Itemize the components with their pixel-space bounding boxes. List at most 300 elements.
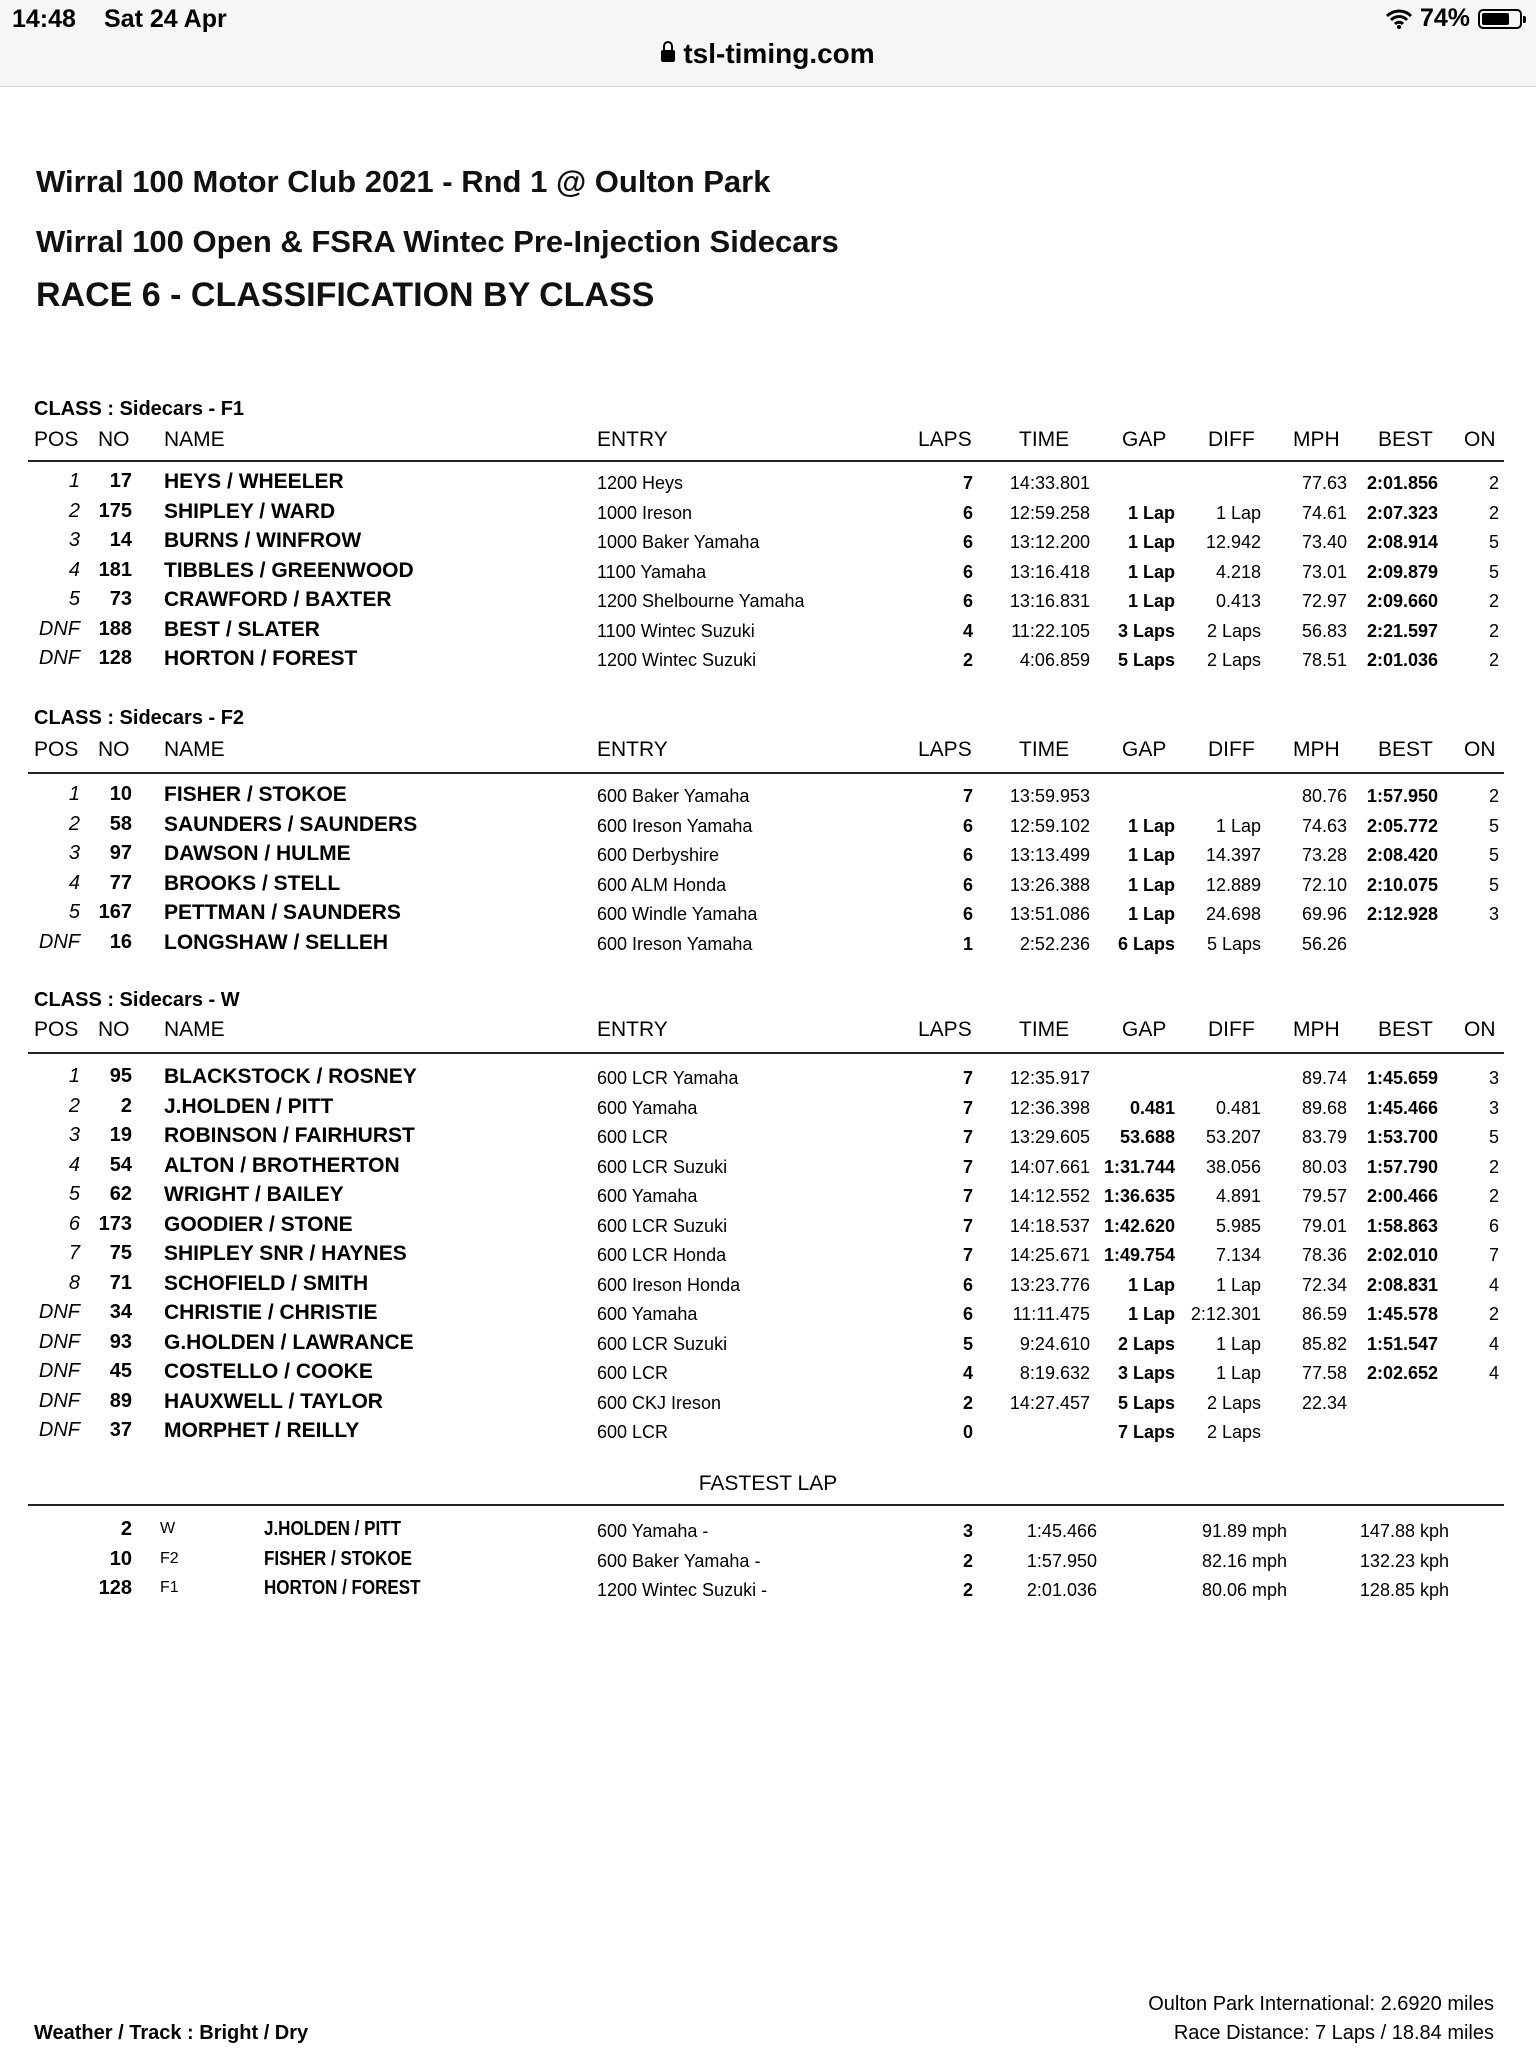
cell-pos: DNF: [38, 618, 80, 640]
fastest-lap-mph: 80.06 mph: [1201, 1580, 1287, 1600]
cell-pos: 5: [68, 1183, 80, 1205]
cell-laps: 7: [962, 1186, 973, 1206]
cell-entry: 600 Ireson Yamaha: [597, 934, 753, 954]
cell-name: SHIPLEY SNR / HAYNES: [164, 1242, 407, 1265]
fastest-lap-time: 1:45.466: [1026, 1521, 1097, 1541]
cell-mph: 73.40: [1301, 532, 1347, 552]
column-header-on: ON: [1464, 428, 1496, 451]
cell-no: 175: [98, 500, 132, 522]
cell-diff: 0.481: [1215, 1098, 1261, 1118]
cell-time: 14:12.552: [1009, 1186, 1090, 1206]
table-row: [0, 842, 1536, 872]
cell-laps: 6: [962, 1304, 973, 1324]
cell-gap: 5 Laps: [1117, 650, 1175, 670]
cell-best: 2:08.831: [1366, 1275, 1438, 1295]
fastest-lap-name: J.HOLDEN / PITT: [264, 1518, 401, 1540]
cell-mph: 79.01: [1301, 1216, 1347, 1236]
cell-diff: 5 Laps: [1206, 934, 1261, 954]
cell-gap: 1 Lap: [1127, 875, 1175, 895]
cell-on: 5: [1488, 1127, 1499, 1147]
cell-name: BURNS / WINFROW: [164, 529, 362, 552]
cell-best: 1:57.790: [1366, 1157, 1438, 1177]
table-row: [0, 1272, 1536, 1302]
column-header-pos: POS: [34, 1018, 79, 1041]
cell-entry: 600 Ireson Yamaha: [597, 816, 753, 836]
cell-name: SHIPLEY / WARD: [164, 500, 336, 523]
table-row: [0, 813, 1536, 843]
cell-best: 2:02.652: [1366, 1363, 1438, 1383]
circuit-length: Oulton Park International: 2.6920 miles: [1148, 1993, 1494, 2015]
cell-pos: DNF: [38, 1390, 80, 1412]
cell-gap: 53.688: [1119, 1127, 1175, 1147]
cell-diff: 1 Lap: [1215, 816, 1261, 836]
cell-pos: 5: [68, 588, 80, 610]
cell-no: 62: [109, 1183, 132, 1205]
cell-pos: DNF: [38, 1331, 80, 1353]
cell-best: 2:09.660: [1366, 591, 1438, 611]
table-row: [0, 529, 1536, 559]
cell-pos: DNF: [38, 1360, 80, 1382]
cell-time: 13:16.831: [1009, 591, 1090, 611]
cell-no: 14: [109, 529, 132, 551]
cell-pos: 7: [68, 1242, 80, 1264]
column-header-laps: LAPS: [918, 428, 972, 451]
column-header-gap: GAP: [1122, 738, 1167, 761]
table-row: [0, 872, 1536, 902]
cell-best: 2:07.323: [1366, 503, 1438, 523]
fastest-lap-no: 2: [120, 1518, 132, 1540]
cell-no: 10: [109, 783, 132, 805]
cell-best: 2:21.597: [1366, 621, 1438, 641]
cell-on: 3: [1488, 904, 1499, 924]
cell-laps: 6: [962, 562, 973, 582]
cell-best: 1:51.547: [1366, 1334, 1438, 1354]
cell-gap: 1 Lap: [1127, 1275, 1175, 1295]
fastest-lap-lap: 3: [962, 1521, 973, 1541]
cell-entry: 600 Baker Yamaha: [597, 786, 750, 806]
cell-pos: 1: [68, 783, 80, 805]
cell-no: 37: [109, 1419, 132, 1441]
cell-name: ROBINSON / FAIRHURST: [164, 1124, 415, 1147]
cell-no: 95: [109, 1065, 132, 1087]
cell-diff: 7.134: [1215, 1245, 1261, 1265]
url-text: tsl-timing.com: [683, 38, 875, 69]
cell-mph: 73.28: [1301, 845, 1347, 865]
column-header-mph: MPH: [1293, 428, 1340, 451]
cell-time: 13:59.953: [1009, 786, 1090, 806]
cell-diff: 4.218: [1215, 562, 1261, 582]
cell-time: 13:12.200: [1009, 532, 1090, 552]
battery-icon: [1478, 9, 1522, 29]
cell-no: 173: [98, 1213, 132, 1235]
column-header-entry: ENTRY: [597, 1018, 668, 1041]
cell-entry: 1200 Heys: [597, 473, 684, 493]
table-row: [0, 618, 1536, 648]
lock-icon: [661, 50, 675, 62]
fastest-lap-kph: 147.88 kph: [1359, 1521, 1449, 1541]
cell-no: 73: [109, 588, 132, 610]
cell-time: 13:29.605: [1009, 1127, 1090, 1147]
column-header-laps: LAPS: [918, 1018, 972, 1041]
cell-entry: 600 LCR Suzuki: [597, 1216, 728, 1236]
cell-on: 2: [1488, 1157, 1499, 1177]
status-right: [1386, 4, 1522, 33]
fastest-lap-mph: 82.16 mph: [1201, 1551, 1287, 1571]
table-row: [0, 470, 1536, 500]
cell-diff: 1 Lap: [1215, 1334, 1261, 1354]
table-row: [0, 1419, 1536, 1449]
cell-diff: 2 Laps: [1206, 1393, 1261, 1413]
cell-time: 11:11.475: [1012, 1304, 1090, 1324]
cell-entry: 1000 Ireson: [597, 503, 693, 523]
cell-best: 1:58.863: [1366, 1216, 1438, 1236]
cell-name: SAUNDERS / SAUNDERS: [164, 813, 418, 836]
fastest-lap-entry: 600 Yamaha -: [597, 1521, 709, 1541]
cell-mph: 74.63: [1301, 816, 1347, 836]
cell-best: 2:08.420: [1366, 845, 1438, 865]
cell-no: 75: [109, 1242, 132, 1264]
cell-on: 2: [1488, 473, 1499, 493]
cell-on: 4: [1488, 1334, 1499, 1354]
cell-diff: 24.698: [1205, 904, 1261, 924]
cell-laps: 6: [962, 591, 973, 611]
cell-pos: 2: [68, 500, 80, 522]
cell-diff: 38.056: [1205, 1157, 1261, 1177]
cell-name: J.HOLDEN / PITT: [164, 1095, 334, 1118]
cell-laps: 7: [962, 1098, 973, 1118]
cell-best: 1:45.659: [1366, 1068, 1438, 1088]
cell-time: 9:24.610: [1019, 1334, 1090, 1354]
cell-on: 7: [1488, 1245, 1499, 1265]
cell-on: 2: [1488, 621, 1499, 641]
cell-best: 2:02.010: [1366, 1245, 1438, 1265]
cell-best: 1:45.578: [1366, 1304, 1438, 1324]
cell-gap: 1 Lap: [1127, 503, 1175, 523]
cell-no: 54: [109, 1154, 132, 1176]
table-row: [0, 931, 1536, 961]
table-row: [0, 1242, 1536, 1272]
cell-pos: 5: [68, 901, 80, 923]
cell-mph: 77.58: [1301, 1363, 1347, 1383]
cell-entry: 600 LCR: [597, 1363, 669, 1383]
cell-best: 1:57.950: [1366, 786, 1438, 806]
cell-on: 2: [1488, 503, 1499, 523]
cell-diff: 5.985: [1215, 1216, 1261, 1236]
fastest-lap-kph: 128.85 kph: [1359, 1580, 1449, 1600]
cell-best: 2:00.466: [1366, 1186, 1438, 1206]
cell-mph: 69.96: [1301, 904, 1347, 924]
cell-name: SCHOFIELD / SMITH: [164, 1272, 369, 1295]
cell-laps: 7: [962, 1245, 973, 1265]
cell-pos: 3: [68, 842, 80, 864]
column-header-best: BEST: [1378, 1018, 1433, 1041]
table-row: [0, 1095, 1536, 1125]
column-header-name: NAME: [164, 1018, 225, 1041]
column-header-pos: POS: [34, 428, 79, 451]
cell-on: 5: [1488, 816, 1499, 836]
cell-gap: 7 Laps: [1117, 1422, 1175, 1442]
cell-time: 4:06.859: [1019, 650, 1090, 670]
cell-diff: 1 Lap: [1215, 1363, 1261, 1383]
table-row: [0, 1390, 1536, 1420]
cell-gap: 3 Laps: [1117, 1363, 1175, 1383]
cell-best: 2:01.856: [1366, 473, 1438, 493]
cell-mph: 56.26: [1301, 934, 1347, 954]
table-header: [0, 738, 1536, 768]
event-title: Wirral 100 Motor Club 2021 - Rnd 1 @ Oulton Park: [36, 164, 771, 199]
cell-entry: 1100 Wintec Suzuki: [597, 621, 755, 641]
cell-pos: 4: [68, 1154, 80, 1176]
cell-gap: 1 Lap: [1127, 845, 1175, 865]
cell-laps: 7: [962, 1157, 973, 1177]
battery-percent: 74%: [1419, 4, 1470, 32]
cell-diff: 4.891: [1215, 1186, 1261, 1206]
cell-diff: 14.397: [1205, 845, 1261, 865]
cell-on: 4: [1488, 1363, 1499, 1383]
table-row: [0, 1213, 1536, 1243]
cell-on: 5: [1488, 562, 1499, 582]
fastest-lap-row: [0, 1548, 1536, 1578]
cell-diff: 2 Laps: [1206, 650, 1261, 670]
cell-mph: 80.76: [1301, 786, 1347, 806]
cell-best: 2:10.075: [1366, 875, 1438, 895]
cell-entry: 600 Derbyshire: [597, 845, 720, 865]
cell-on: 2: [1488, 591, 1499, 611]
cell-time: 13:51.086: [1009, 904, 1090, 924]
cell-pos: DNF: [38, 931, 80, 953]
cell-on: 5: [1488, 532, 1499, 552]
column-header-on: ON: [1464, 738, 1496, 761]
column-header-entry: ENTRY: [597, 738, 668, 761]
fastest-lap-name: HORTON / FOREST: [264, 1577, 421, 1599]
cell-name: GOODIER / STONE: [164, 1213, 353, 1236]
cell-laps: 7: [962, 786, 973, 806]
cell-entry: 600 Windle Yamaha: [597, 904, 758, 924]
cell-laps: 2: [962, 650, 973, 670]
cell-no: 17: [109, 470, 132, 492]
cell-entry: 1200 Shelbourne Yamaha: [597, 591, 805, 611]
cell-pos: 6: [68, 1213, 80, 1235]
cell-name: HAUXWELL / TAYLOR: [164, 1390, 383, 1413]
cell-mph: 74.61: [1301, 503, 1347, 523]
cell-laps: 6: [962, 532, 973, 552]
cell-name: HEYS / WHEELER: [164, 470, 344, 493]
cell-name: G.HOLDEN / LAWRANCE: [164, 1331, 414, 1354]
url-bar[interactable]: [0, 38, 1536, 70]
race-title: RACE 6 - CLASSIFICATION BY CLASS: [36, 276, 655, 314]
cell-time: 14:07.661: [1009, 1157, 1090, 1177]
column-header-on: ON: [1464, 1018, 1496, 1041]
fastest-lap-entry: 1200 Wintec Suzuki -: [597, 1580, 768, 1600]
cell-no: 2: [120, 1095, 132, 1117]
cell-mph: 56.83: [1301, 621, 1347, 641]
table-row: [0, 559, 1536, 589]
cell-best: 2:01.036: [1366, 650, 1438, 670]
table-header: [0, 1018, 1536, 1048]
cell-name: MORPHET / REILLY: [164, 1419, 360, 1442]
cell-no: 45: [109, 1360, 132, 1382]
cell-diff: 2:12.301: [1190, 1304, 1261, 1324]
cell-entry: 600 LCR Honda: [597, 1245, 727, 1265]
cell-laps: 7: [962, 1216, 973, 1236]
cell-mph: 89.68: [1301, 1098, 1347, 1118]
cell-on: 3: [1488, 1098, 1499, 1118]
table-row: [0, 1183, 1536, 1213]
class-title: CLASS : Sidecars - F2: [34, 707, 245, 729]
cell-name: LONGSHAW / SELLEH: [164, 931, 389, 954]
fastest-lap-no: 128: [98, 1577, 132, 1599]
column-header-gap: GAP: [1122, 428, 1167, 451]
cell-mph: 80.03: [1301, 1157, 1347, 1177]
race-distance: Race Distance: 7 Laps / 18.84 miles: [1173, 2022, 1494, 2044]
table-row: [0, 1154, 1536, 1184]
cell-time: 13:13.499: [1009, 845, 1090, 865]
status-date: Sat 24 Apr: [104, 5, 227, 33]
cell-no: 167: [98, 901, 132, 923]
cell-entry: 600 Yamaha: [597, 1186, 698, 1206]
column-header-time: TIME: [1019, 428, 1070, 451]
cell-mph: 79.57: [1301, 1186, 1347, 1206]
status-time: 14:48: [12, 5, 76, 33]
cell-entry: 600 LCR Yamaha: [597, 1068, 739, 1088]
fastest-lap-title: FASTEST LAP: [698, 1472, 838, 1495]
cell-gap: 0.481: [1129, 1098, 1175, 1118]
cell-mph: 83.79: [1301, 1127, 1347, 1147]
cell-diff: 12.889: [1205, 875, 1261, 895]
cell-mph: 72.34: [1301, 1275, 1347, 1295]
cell-laps: 7: [962, 1127, 973, 1147]
cell-gap: 1 Lap: [1127, 562, 1175, 582]
cell-on: 3: [1488, 1068, 1499, 1088]
cell-entry: 600 Ireson Honda: [597, 1275, 741, 1295]
cell-laps: 5: [962, 1334, 973, 1354]
cell-entry: 1200 Wintec Suzuki: [597, 650, 757, 670]
cell-laps: 4: [962, 621, 973, 641]
cell-time: 14:27.457: [1009, 1393, 1090, 1413]
cell-entry: 600 LCR Suzuki: [597, 1334, 728, 1354]
class-title: CLASS : Sidecars - W: [34, 989, 240, 1011]
battery-level: [1482, 13, 1509, 25]
cell-entry: 600 LCR Suzuki: [597, 1157, 728, 1177]
cell-mph: 78.36: [1301, 1245, 1347, 1265]
cell-best: 2:09.879: [1366, 562, 1438, 582]
column-header-time: TIME: [1019, 738, 1070, 761]
weather-track: Weather / Track : Bright / Dry: [34, 2022, 309, 2044]
cell-diff: 1 Lap: [1215, 503, 1261, 523]
cell-best: 2:05.772: [1366, 816, 1438, 836]
column-header-diff: DIFF: [1208, 738, 1255, 761]
cell-pos: DNF: [38, 1419, 80, 1441]
header-rule: [28, 460, 1504, 462]
cell-pos: 1: [68, 470, 80, 492]
cell-laps: 6: [962, 503, 973, 523]
status-bar: [0, 0, 1536, 87]
cell-diff: 2 Laps: [1206, 621, 1261, 641]
cell-name: FISHER / STOKOE: [164, 783, 347, 806]
cell-name: PETTMAN / SAUNDERS: [164, 901, 401, 924]
fastest-lap-name: FISHER / STOKOE: [264, 1548, 412, 1570]
cell-time: 12:35.917: [1009, 1068, 1090, 1088]
cell-pos: 3: [68, 529, 80, 551]
column-header-diff: DIFF: [1208, 428, 1255, 451]
column-header-no: NO: [98, 428, 130, 451]
cell-mph: 78.51: [1301, 650, 1347, 670]
cell-on: 2: [1488, 650, 1499, 670]
fastest-lap-row: [0, 1518, 1536, 1548]
cell-entry: 1000 Baker Yamaha: [597, 532, 760, 552]
cell-laps: 6: [962, 904, 973, 924]
cell-time: 12:59.102: [1009, 816, 1090, 836]
cell-mph: 77.63: [1301, 473, 1347, 493]
cell-diff: 0.413: [1215, 591, 1261, 611]
class-title: CLASS : Sidecars - F1: [34, 398, 245, 420]
cell-gap: 2 Laps: [1117, 1334, 1175, 1354]
cell-mph: 89.74: [1301, 1068, 1347, 1088]
fastest-lap-time: 1:57.950: [1026, 1551, 1097, 1571]
cell-entry: 600 LCR: [597, 1422, 669, 1442]
table-row: [0, 901, 1536, 931]
cell-pos: 2: [68, 813, 80, 835]
column-header-diff: DIFF: [1208, 1018, 1255, 1041]
cell-name: HORTON / FOREST: [164, 647, 358, 670]
cell-name: COSTELLO / COOKE: [164, 1360, 373, 1383]
column-header-pos: POS: [34, 738, 79, 761]
cell-no: 58: [109, 813, 132, 835]
cell-laps: 7: [962, 473, 973, 493]
cell-laps: 6: [962, 816, 973, 836]
cell-mph: 72.97: [1301, 591, 1347, 611]
table-header: [0, 428, 1536, 458]
fastest-lap-row: [0, 1577, 1536, 1607]
cell-name: CHRISTIE / CHRISTIE: [164, 1301, 378, 1324]
cell-name: BROOKS / STELL: [164, 872, 341, 895]
cell-on: 6: [1488, 1216, 1499, 1236]
cell-name: CRAWFORD / BAXTER: [164, 588, 392, 611]
cell-laps: 4: [962, 1363, 973, 1383]
column-header-best: BEST: [1378, 738, 1433, 761]
table-row: [0, 588, 1536, 618]
cell-laps: 7: [962, 1068, 973, 1088]
cell-no: 71: [109, 1272, 132, 1294]
cell-no: 16: [109, 931, 132, 953]
cell-mph: 72.10: [1301, 875, 1347, 895]
cell-name: TIBBLES / GREENWOOD: [164, 559, 414, 582]
cell-gap: 1:36.635: [1103, 1186, 1175, 1206]
header-rule: [28, 772, 1504, 774]
column-header-time: TIME: [1019, 1018, 1070, 1041]
column-header-name: NAME: [164, 428, 225, 451]
column-header-no: NO: [98, 738, 130, 761]
cell-gap: 1 Lap: [1127, 1304, 1175, 1324]
table-row: [0, 783, 1536, 813]
cell-time: 12:36.398: [1009, 1098, 1090, 1118]
cell-gap: 1 Lap: [1127, 816, 1175, 836]
cell-time: 12:59.258: [1009, 503, 1090, 523]
fastest-lap-rule: [28, 1504, 1504, 1506]
cell-entry: 600 Yamaha: [597, 1304, 698, 1324]
table-row: [0, 500, 1536, 530]
table-row: [0, 647, 1536, 677]
cell-best: 1:53.700: [1366, 1127, 1438, 1147]
fastest-lap-no: 10: [109, 1548, 132, 1570]
cell-no: 93: [109, 1331, 132, 1353]
cell-time: 14:18.537: [1009, 1216, 1090, 1236]
cell-pos: 1: [68, 1065, 80, 1087]
cell-time: 11:22.105: [1011, 621, 1090, 641]
cell-no: 77: [109, 872, 132, 894]
cell-name: BEST / SLATER: [164, 618, 320, 641]
cell-on: 2: [1488, 786, 1499, 806]
